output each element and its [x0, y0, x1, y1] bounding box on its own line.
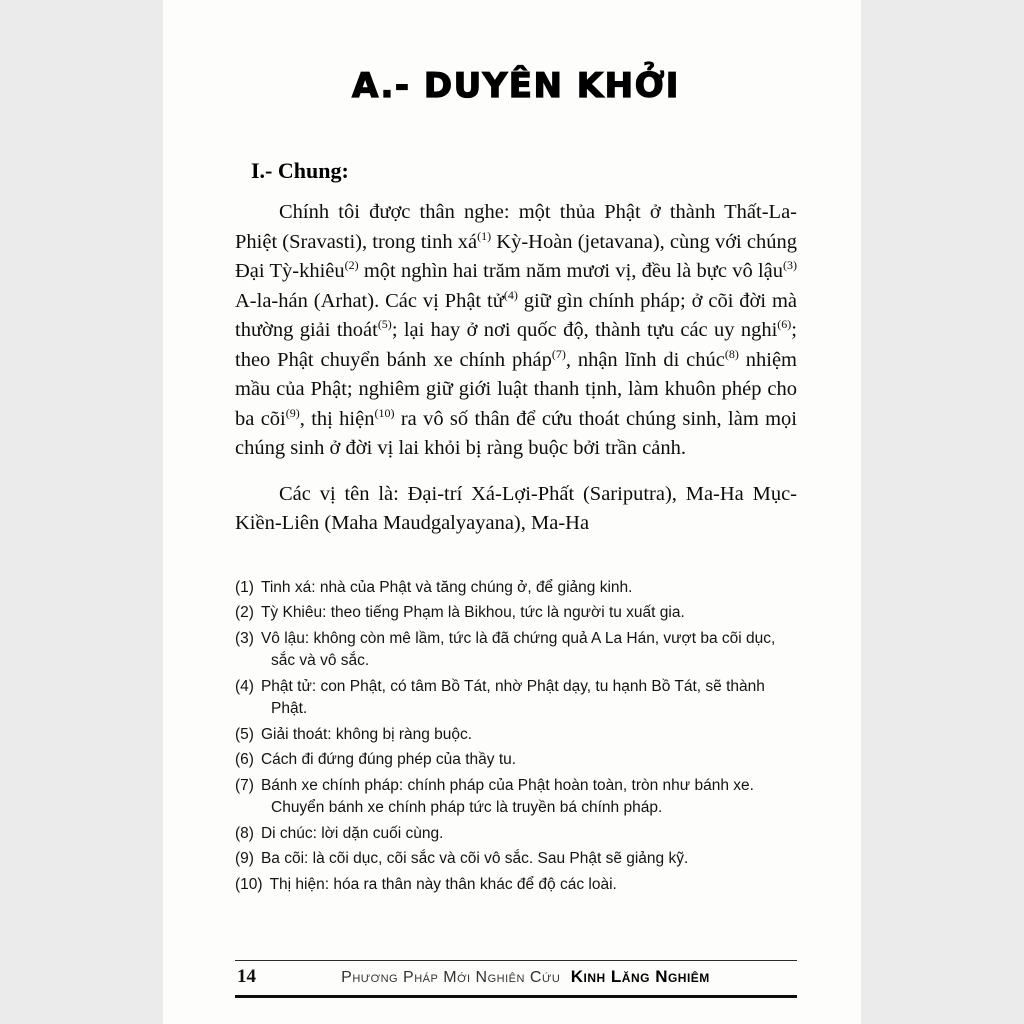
footnote-item — [235, 749, 797, 772]
footnote-item — [235, 577, 797, 600]
running-title — [256, 967, 795, 987]
footnote-text: Di chúc: lời dặn cuối cùng. — [260, 824, 444, 842]
footnote-marker: (7) — [551, 346, 566, 361]
page-number: 14 — [237, 966, 256, 987]
section-heading: I.- Chung: — [251, 158, 349, 183]
footnote-marker: (4) — [503, 287, 518, 302]
book-page — [163, 0, 861, 1024]
footnote-marker: (8) — [724, 346, 739, 361]
footnote-number: (2) — [235, 604, 254, 621]
footnote-number: (5) — [235, 725, 254, 743]
footnote-number: (1) — [235, 578, 254, 596]
footnote-marker: (1) — [477, 228, 492, 243]
footnote-marker: (9) — [285, 405, 300, 420]
footnote-marker: (6) — [777, 317, 792, 332]
footnote-number: (7) — [235, 776, 254, 794]
footnote-text: Bánh xe chính pháp: chính pháp của Phật hoàn toàn, tròn như bánh xe. Chuyển bánh xe chính pháp tức là truyền bá chính pháp. — [260, 776, 754, 816]
footnote-marker: (5) — [377, 317, 392, 332]
footnote-number: (9) — [235, 850, 254, 867]
footnote-text: Thị hiện: hóa ra thân này thân khác để độ các loài. — [269, 875, 617, 893]
footnote-item — [235, 724, 797, 747]
footnote-marker: (3) — [783, 258, 797, 273]
footnote-marker: (10) — [374, 405, 395, 420]
body-paragraph: Các vị tên là: Đại-trí Xá-Lợi-Phất (Sariputra), Ma-Ha Mục- Kiền-Liên (Maha Maudgalyayana), Ma-Ha — [235, 482, 797, 534]
footnote-text: Phật tử: con Phật, có tâm Bồ Tát, nhờ Phật dạy, tu hạnh Bồ Tát, sẽ thành Phật. — [260, 677, 765, 717]
footnote-item — [235, 874, 797, 897]
footnote-text: Tỳ Khiêu: theo tiếng Phạm là Bikhou, tức là người tu xuất gia. — [260, 604, 685, 621]
footnote-text: Ba cõi: là cõi dục, cõi sắc và cõi vô sắc. Sau Phật sẽ giảng kỹ. — [260, 850, 689, 867]
footnote-item — [235, 775, 797, 820]
footnote-number: (3) — [235, 629, 254, 647]
footnote-number: (4) — [235, 677, 254, 695]
chapter-title: A.- DUYÊN KHỞI — [352, 66, 680, 106]
footnote-number: (6) — [235, 751, 254, 768]
footnote-text: Giải thoát: không bị ràng buộc. — [260, 725, 473, 743]
running-title-prefix: Phương Pháp Mới Nghiên Cứu — [341, 969, 561, 986]
footnote-item — [235, 602, 797, 625]
footnotes-section — [235, 577, 797, 900]
footnote-text: Vô lậu: không còn mê lầm, tức là đã chứng quả A La Hán, vượt ba cõi dục, sắc và vô sắc. — [260, 629, 776, 669]
footnote-item — [235, 676, 797, 721]
footnote-marker: (2) — [344, 258, 359, 273]
page-footer — [235, 960, 797, 998]
footnote-number: (10) — [235, 875, 263, 893]
footnote-number: (8) — [235, 824, 254, 842]
footnote-item — [235, 823, 797, 846]
footnote-text: Cách đi đứng đúng phép của thầy tu. — [260, 751, 517, 768]
running-title-main: Kinh Lăng Nghiêm — [570, 967, 710, 986]
footnote-text: Tinh xá: nhà của Phật và tăng chúng ở, để giảng kinh. — [260, 578, 633, 596]
footnote-item — [235, 848, 797, 871]
footnote-item — [235, 628, 797, 673]
body-paragraph: Chính tôi được thân nghe: một thủa Phật ở thành Thất-La- Phiệt (Sravasti), trong tinh $xá^{(1)}$ Kỳ-Hoàn (jetavana), cùng với chúng Đại Tỳ-khiêu$^{(2)}$ một nghìn hai trăm năm mươi vị, đều là bực vô lậu$^{(3)}$ A-la-hán (Arhat). Các vị Phật tử$^{(4)}$ giữ gìn chính pháp; ở cõi đời mà thường giải thoát$^{(5)}$; lại hay ở nơi quốc độ, thành tựu các uy nghi$^{(6)}$; theo Phật chuyển bánh xe chính pháp$^{(7)}$, nhận lĩnh di chúc$^{(8)}$ nhiệm mầu của Phật; nghiêm giữ giới luật thanh tịnh, làm khuôn phép cho ba cõi$^{(9)}$, thị hiện$^{(10)}$ ra vô số thân để cứu thoát chúng sinh, làm mọi chúng sinh ở đời vị lai khỏi bị ràng buộc bởi trần cảnh. — [235, 201, 797, 459]
